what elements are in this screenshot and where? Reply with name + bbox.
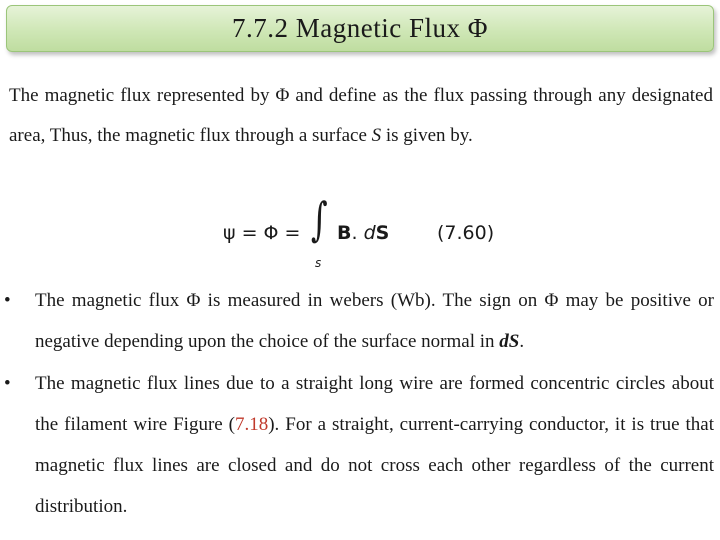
bullet-list xyxy=(4,280,714,527)
intro-text-end: is given by. xyxy=(381,125,473,146)
bullet-item-flux-lines xyxy=(4,363,714,527)
intro-paragraph xyxy=(9,76,713,156)
intro-text-start: The magnetic flux represented by Φ and define as the flux passing through any designated area, Thus, the magnetic flux through a surface xyxy=(9,85,713,146)
bullet-text: The magnetic flux lines due to a straight long wire are formed concentric circles about the filament wire Figure ( xyxy=(35,373,714,435)
integral-subscript: s xyxy=(315,256,322,270)
equation-number: (7.60) xyxy=(437,222,495,244)
figure-reference-link[interactable]: 7.18 xyxy=(234,414,269,435)
bullet-text-end: . xyxy=(519,331,525,352)
surface-symbol: S xyxy=(371,125,382,146)
dot-operator: . xyxy=(351,222,358,244)
bullet-text-end: ). For a straight, current-carrying conductor, it is true that magnetic flux lines are closed and do not cross each other regardless of the current distribution. xyxy=(35,414,714,517)
bullet-marker: • xyxy=(4,373,11,394)
bullet-text: The magnetic flux Φ is measured in webers (Wb). The sign on Φ may be positive or negative depending upon the choice of the surface normal in xyxy=(35,290,714,352)
ds-symbol: dS xyxy=(499,331,520,352)
bullet-item-units xyxy=(4,280,714,362)
title-banner xyxy=(6,5,714,52)
b-vector: B xyxy=(337,222,352,244)
integral-sign: ∫ xyxy=(311,192,328,246)
equation-lhs: ψ = Φ = xyxy=(223,222,301,244)
differential-d: d xyxy=(363,222,376,244)
bullet-marker: • xyxy=(4,290,11,311)
s-vector: S xyxy=(375,222,390,244)
slide-title: 7.7.2 Magnetic Flux Φ xyxy=(232,13,488,43)
flux-equation xyxy=(223,192,543,274)
equation-integrand xyxy=(337,222,389,244)
